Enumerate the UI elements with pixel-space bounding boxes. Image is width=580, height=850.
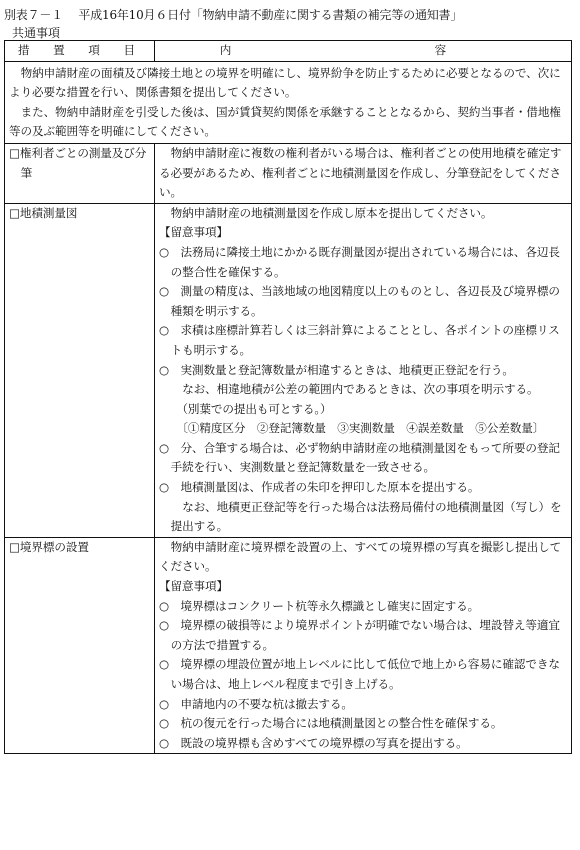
note-continuation: 〔①精度区分 ②登記簿数量 ③実測数量 ④誤差数量 ⑤公差数量〕 — [176, 421, 545, 436]
table-row — [5, 143, 572, 203]
notes-label: 【留意事項】 — [159, 225, 228, 240]
item-label: □地積測量図 — [9, 205, 78, 220]
intro-paragraph: 物納申請財産の面積及び隣接土地との境界を明確にし、境界紛争を防止するために必要となるので、次により必要な措置を行い、関係書類を提出してください。 — [9, 65, 561, 100]
note-continuation: （別葉での提出も可とする。） — [176, 401, 332, 416]
item-cell — [5, 537, 155, 754]
intro-row — [5, 61, 572, 143]
table-row — [5, 203, 572, 537]
content-cell — [155, 537, 572, 754]
note-item: ○ 地積測量図は、作成者の朱印を押印した原本を提出する。 — [159, 480, 480, 495]
note-continuation: なお、相違地積が公差の範囲内であるときは、次の事項を明示する。 — [182, 382, 539, 397]
notes-label: 【留意事項】 — [159, 579, 228, 594]
note-item: ○ 境界標の埋設位置が地上レベルに比して低位で地上から容易に確認できない場合は、地上レベル程度まで引き上げる。 — [159, 657, 560, 691]
intro-cell — [5, 61, 572, 143]
note-item: ○ 杭の復元を行った場合には地積測量図との整合性を確保する。 — [159, 716, 503, 731]
table-row — [5, 537, 572, 754]
intro-paragraph: また、物納申請財産を引受した後は、国が賃貸契約関係を承継することとなるから、契約当事者・借地権等の及ぶ範囲等を明確にしてください。 — [9, 104, 561, 139]
requirements-table — [4, 40, 572, 754]
section-subtitle: 共通事項 — [12, 26, 61, 40]
item-cell — [5, 143, 155, 203]
content-cell — [155, 203, 572, 537]
column-header-item: 措 置 項 目 — [5, 41, 155, 62]
note-item: ○ 測量の精度は、当該地域の地図精度以上のものとし、各辺長及び境界標の種類を明示する。 — [159, 284, 560, 318]
content-cell — [155, 143, 572, 203]
note-item: ○ 境界標はコンクリート杭等永久標識とし確実に固定する。 — [159, 598, 480, 613]
note-continuation: なお、地積更正登記等を行った場合は法務局備付の地積測量図（写し）を提出する。 — [170, 499, 562, 534]
note-item: ○ 境界標の破損等により境界ポイントが明確でない場合は、埋設替え等適宜の方法で措置する。 — [159, 618, 560, 652]
document-title: 別表７－１ 平成16年10月６日付「物納申請不動産に関する書類の補完等の通知書」 — [4, 8, 463, 22]
note-item: ○ 申請地内の不要な杭は撤去する。 — [159, 696, 353, 711]
note-item: ○ 法務局に隣接土地にかかる既存測量図が提出されている場合には、各辺長の整合性を確保する。 — [159, 244, 560, 279]
note-item: ○ 求積は座標計算若しくは三斜計算によることとし、各ポイントの座標リストも明示する。 — [159, 323, 560, 357]
item-cell — [5, 203, 155, 537]
item-label: □境界標の設置 — [9, 539, 89, 554]
note-item: ○ 既設の境界標も含めすべての境界標の写真を提出する。 — [159, 735, 468, 750]
content-paragraph: 物納申請財産に複数の権利者がいる場合は、権利者ごとの使用地積を確定する必要があるため、権利者ごとに地積測量図を作成し、分筆登記をしてください。 — [159, 145, 562, 200]
content-lead: 物納申請財産の地積測量図を作成し原本を提出してください。 — [170, 205, 493, 220]
item-label: □権利者ごとの測量及び分筆 — [9, 145, 147, 180]
column-header-content: 内 容 — [155, 41, 572, 62]
table-header-row — [5, 41, 572, 62]
note-item: ○ 実測数量と登記簿数量が相違するときは、地積更正登記を行う。 — [159, 362, 514, 377]
content-lead: 物納申請財産に境界標を設置の上、すべての境界標の写真を撮影し提出してください。 — [159, 539, 562, 574]
note-item: ○ 分、合筆する場合は、必ず物納申請財産の地積測量図をもって所要の登記手続を行い、実測数量と登記簿数量を一致させる。 — [159, 440, 560, 475]
